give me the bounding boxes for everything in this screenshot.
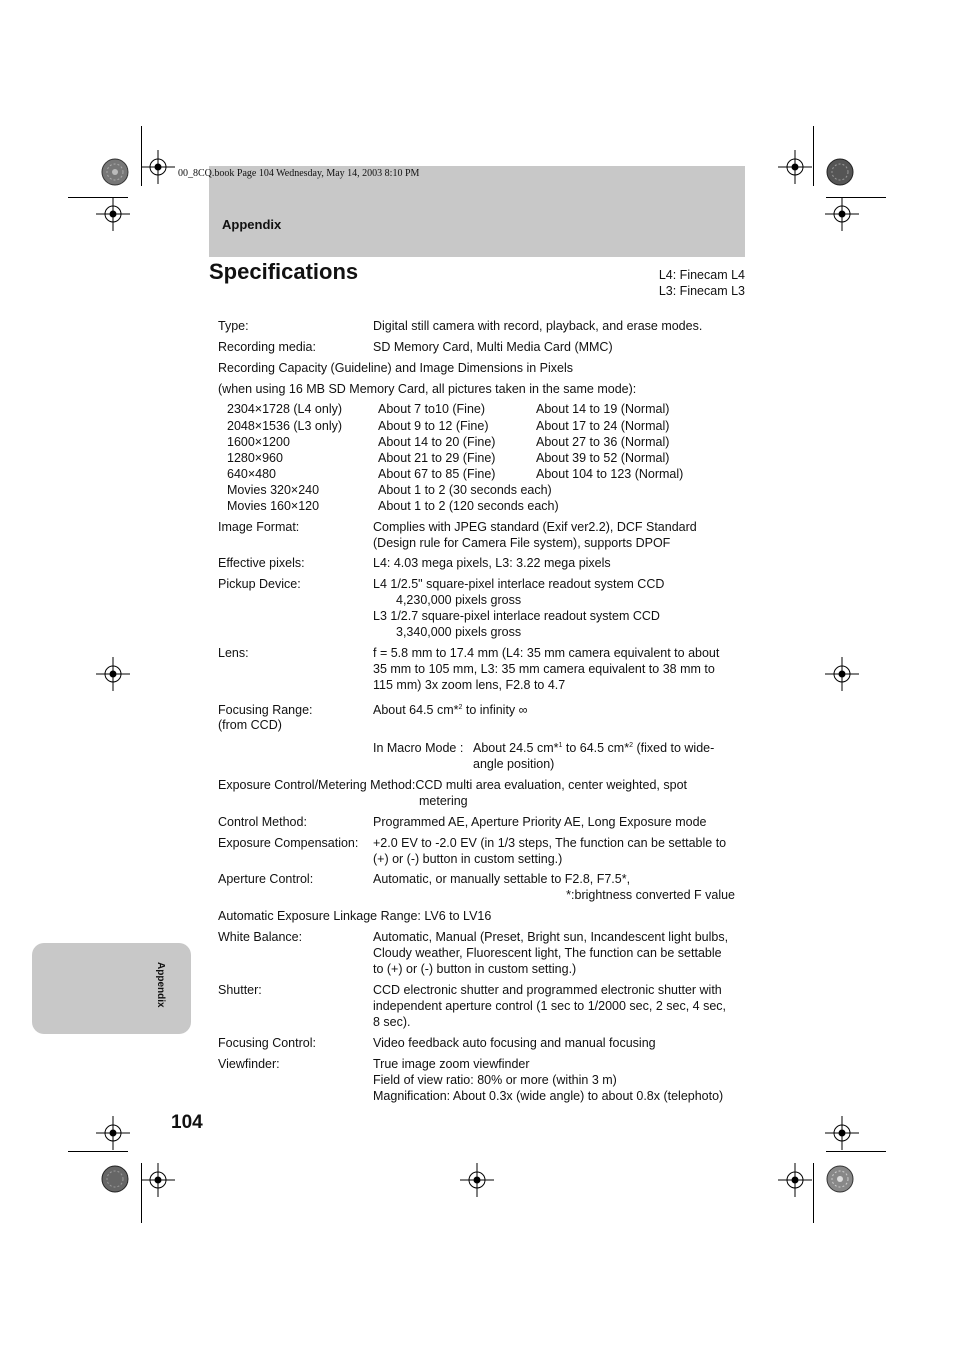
color-target-icon [101, 1165, 129, 1193]
shutter-line: 8 sec). [373, 1015, 411, 1029]
page-title: Specifications [209, 259, 359, 284]
aperture-label: Aperture Control: [218, 872, 314, 886]
capacity-size: 1600×1200 [227, 435, 290, 449]
vf-line: Field of view ratio: 80% or more (within 3 m) [373, 1073, 617, 1087]
pixels-label: Effective pixels: [218, 556, 305, 570]
registration-mark-icon [141, 1163, 175, 1197]
focus-value: About 64.5 cm*$^2$ to infinity ∞ [373, 703, 528, 717]
media-value: SD Memory Card, Multi Media Card (MMC) [373, 340, 613, 354]
registration-mark-icon [96, 197, 130, 231]
color-target-icon [101, 158, 129, 186]
capacity-normal: About 17 to 24 (Normal) [536, 419, 670, 433]
side-tab-label: Appendix [155, 962, 166, 1008]
capacity-normal: About 39 to 52 (Normal) [536, 451, 670, 465]
shutter-line: CCD electronic shutter and programmed electronic shutter with [373, 983, 722, 997]
capacity-fine: About 1 to 2 (120 seconds each) [378, 499, 559, 513]
header-band [209, 166, 745, 257]
vf-label: Viewfinder: [218, 1057, 280, 1071]
capacity-size: Movies 320×240 [227, 483, 320, 497]
crop-line [813, 126, 814, 186]
wb-line: to (+) or (-) button in custom setting.) [373, 962, 577, 976]
focusctl-value: Video feedback auto focusing and manual focusing [373, 1036, 656, 1050]
capacity-normal: About 27 to 36 (Normal) [536, 435, 670, 449]
format-line: Complies with JPEG standard (Exif ver2.2), DCF Standard [373, 520, 697, 534]
capacity-fine: About 21 to 29 (Fine) [378, 451, 496, 465]
format-label: Image Format: [218, 520, 300, 534]
registration-mark-icon [825, 1116, 859, 1150]
registration-mark-icon [141, 150, 175, 184]
capacity-fine: About 14 to 20 (Fine) [378, 435, 496, 449]
pickup-line: 3,340,000 pixels gross [396, 625, 522, 639]
model-l4: L4: Finecam L4 [658, 268, 745, 282]
registration-mark-icon [460, 1163, 494, 1197]
crop-line [141, 126, 142, 186]
lens-line: 35 mm to 105 mm, L3: 35 mm camera equivalent to 38 mm to [373, 662, 715, 676]
pixels-value: L4: 4.03 mega pixels, L3: 3.22 mega pixels [373, 556, 611, 570]
type-value: Digital still camera with record, playback, and erase modes. [373, 319, 703, 333]
lens-line: 115 mm) 3x zoom lens, F2.8 to 4.7 [373, 678, 566, 692]
crop-line [813, 1163, 814, 1223]
vf-line: True image zoom viewfinder [373, 1057, 530, 1071]
shutter-line: independent aperture control (1 sec to 1/2000 sec, 2 sec, 4 sec, [373, 999, 726, 1013]
wb-line: Cloudy weather, Fluorescent light, The function can be settable [373, 946, 722, 960]
registration-mark-icon [825, 197, 859, 231]
lens-label: Lens: [218, 646, 249, 660]
capacity-normal: About 14 to 19 (Normal) [536, 402, 670, 416]
page-number: 104 [171, 1112, 203, 1133]
type-label: Type: [218, 319, 249, 333]
comp-line: (+) or (-) button in custom setting.) [373, 852, 563, 866]
capacity-size: 2304×1728 (L4 only) [227, 402, 343, 416]
wb-label: White Balance: [218, 930, 303, 944]
capacity-fine: About 7 to10 (Fine) [378, 402, 486, 416]
file-info: 00_8CQ.book Page 104 Wednesday, May 14, 2003 8:10 PM [178, 168, 420, 179]
capacity-fine: About 67 to 85 (Fine) [378, 467, 496, 481]
vf-line: Magnification: About 0.3x (wide angle) to about 0.8x (telephoto) [373, 1089, 724, 1103]
model-l3: L3: Finecam L3 [658, 284, 745, 298]
capacity-normal: About 104 to 123 (Normal) [536, 467, 684, 481]
capacity-fine: About 1 to 2 (30 seconds each) [378, 483, 552, 497]
registration-mark-icon [825, 657, 859, 691]
capacity-size: Movies 160×120 [227, 499, 320, 513]
crop-line [826, 197, 886, 198]
wb-line: Automatic, Manual (Preset, Bright sun, Incandescent light bulbs, [373, 930, 729, 944]
color-target-icon [826, 158, 854, 186]
comp-label: Exposure Compensation: [218, 836, 359, 850]
registration-mark-icon [96, 1116, 130, 1150]
crop-line [68, 1151, 128, 1152]
focusctl-label: Focusing Control: [218, 1036, 316, 1050]
exposure-line: metering [419, 794, 468, 808]
side-tab [32, 943, 191, 1034]
media-label: Recording media: [218, 340, 316, 354]
control-value: Programmed AE, Aperture Priority AE, Long Exposure mode [373, 815, 707, 829]
color-target-icon [826, 1165, 854, 1193]
macro-value: About 24.5 cm*$^1$ to 64.5 cm*$^2$ (fixed to wide- [473, 741, 715, 755]
macro-label: In Macro Mode : [373, 741, 464, 755]
capacity-fine: About 9 to 12 (Fine) [378, 419, 489, 433]
focus-label: Focusing Range: [218, 703, 313, 717]
pickup-line: L4 1/2.5" square-pixel interlace readout system CCD [373, 577, 665, 591]
capacity-heading: Recording Capacity (Guideline) and Image Dimensions in Pixels [218, 361, 574, 375]
aperture-value: Automatic, or manually settable to F2.8, F7.5*, [373, 872, 631, 886]
control-label: Control Method: [218, 815, 307, 829]
capacity-size: 640×480 [227, 467, 277, 481]
pickup-line: 4,230,000 pixels gross [396, 593, 522, 607]
aperture-note: *:brightness converted F value [566, 888, 735, 902]
pickup-label: Pickup Device: [218, 577, 301, 591]
capacity-size: 2048×1536 (L3 only) [227, 419, 343, 433]
registration-mark-icon [96, 657, 130, 691]
exposure-line: Exposure Control/Metering Method:CCD multi area evaluation, center weighted, spot [218, 778, 687, 792]
format-line: (Design rule for Camera File system), supports DPOF [373, 536, 671, 550]
lens-line: f = 5.8 mm to 17.4 mm (L4: 35 mm camera equivalent to about [373, 646, 720, 660]
crop-line [68, 197, 128, 198]
section-label: Appendix [222, 217, 282, 232]
crop-line [141, 1163, 142, 1223]
crop-line [826, 1151, 886, 1152]
registration-mark-icon [778, 1163, 812, 1197]
macro-line: angle position) [473, 757, 555, 771]
linkage-range: Automatic Exposure Linkage Range: LV6 to LV16 [218, 909, 492, 923]
shutter-label: Shutter: [218, 983, 262, 997]
pickup-line: L3 1/2.7 square-pixel interlace readout system CCD [373, 609, 660, 623]
focus-label-note: (from CCD) [218, 718, 282, 732]
comp-line: +2.0 EV to -2.0 EV (in 1/3 steps, The function can be settable to [373, 836, 727, 850]
capacity-size: 1280×960 [227, 451, 283, 465]
capacity-note: (when using 16 MB SD Memory Card, all pictures taken in the same mode): [218, 382, 637, 396]
registration-mark-icon [778, 150, 812, 184]
